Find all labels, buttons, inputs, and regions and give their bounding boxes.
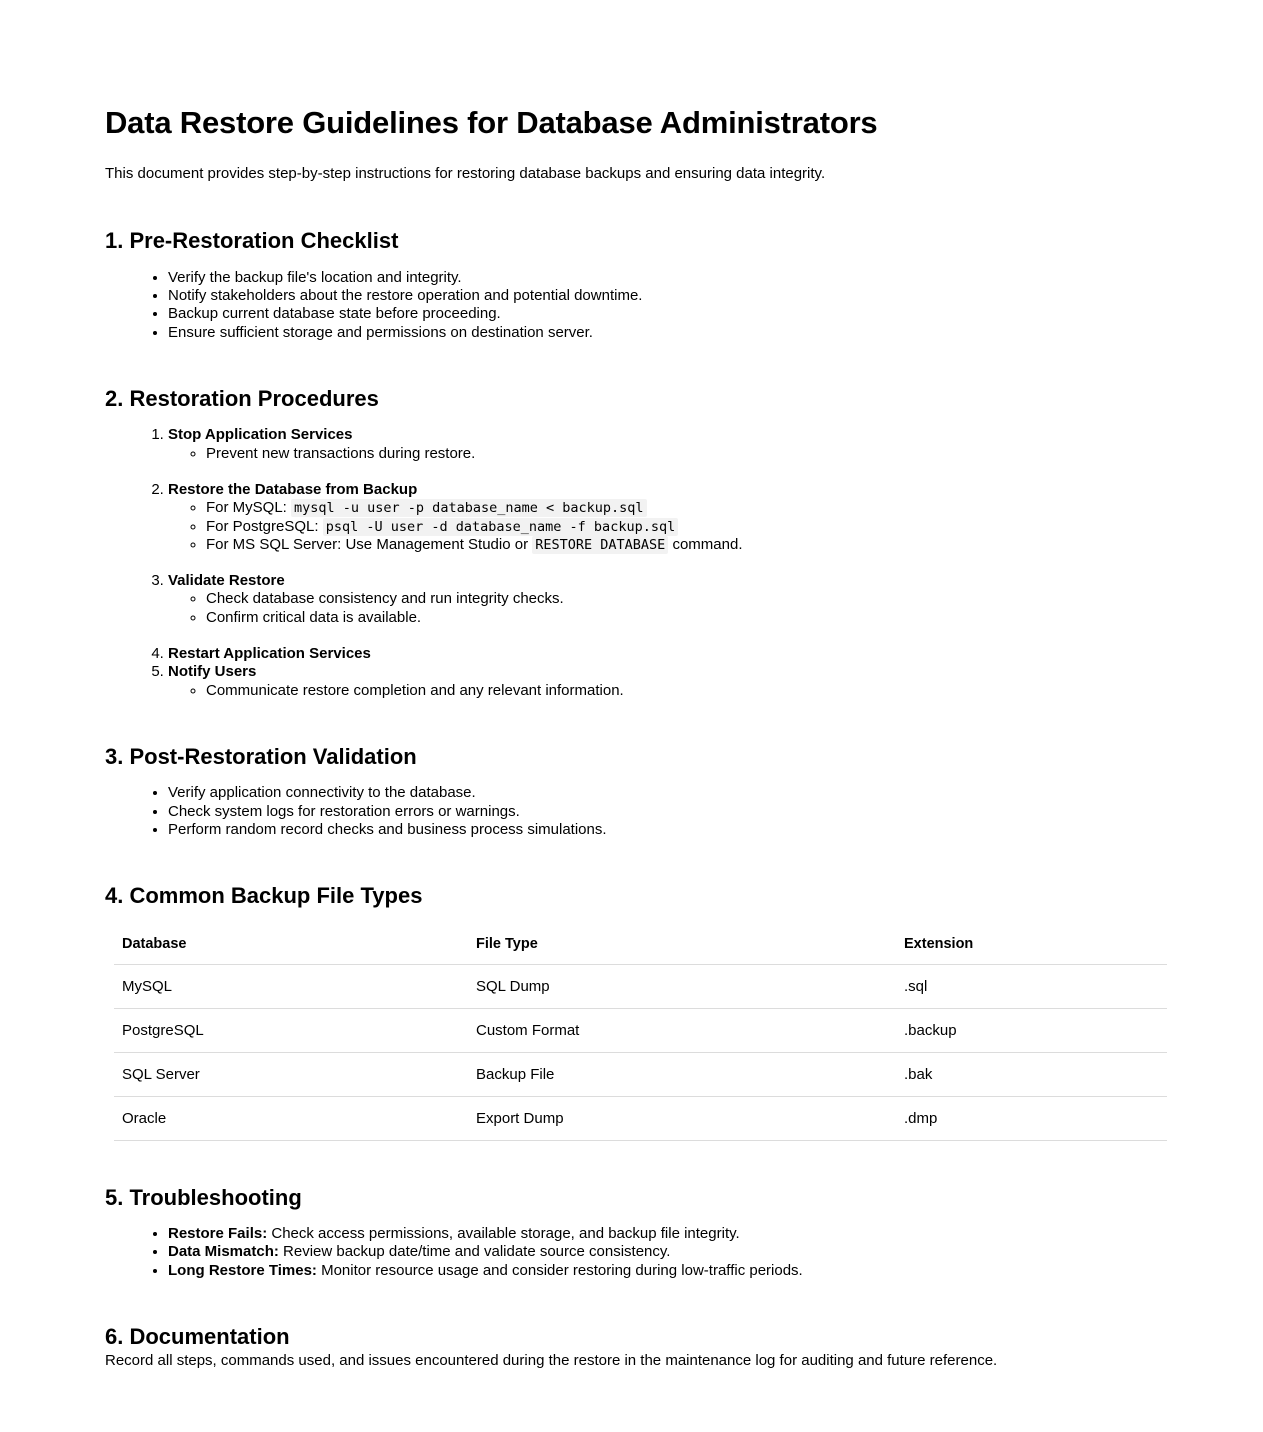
table-row xyxy=(114,1096,1167,1140)
cell-file-type: SQL Dump xyxy=(468,964,896,1008)
table-body xyxy=(114,964,1167,1140)
step-title: Validate Restore xyxy=(168,572,285,590)
code-snippet: RESTORE DATABASE xyxy=(532,536,668,554)
table-row xyxy=(114,1008,1167,1052)
substep-text-suffix: command. xyxy=(668,535,743,553)
substep-list xyxy=(168,590,1158,627)
step-title: Restore the Database from Backup xyxy=(168,480,418,498)
cell-database: Oracle xyxy=(114,1096,468,1140)
substep-item xyxy=(206,536,1158,554)
list-item: • Perform random record checks and business process simulations. xyxy=(168,821,1158,839)
step-title: Stop Application Services xyxy=(168,426,353,444)
document-intro: This document provides step-by-step instructions for restoring database backups and ensuring data integrity. xyxy=(105,164,826,182)
cell-database: SQL Server xyxy=(114,1052,468,1096)
procedure-step xyxy=(168,426,1158,463)
cell-extension: .sql xyxy=(896,964,1167,1008)
substep-item xyxy=(206,609,1158,627)
substep-list xyxy=(168,682,1158,700)
table-header-row xyxy=(114,930,1167,965)
troubleshooting-term: Restore Fails: xyxy=(168,1224,268,1242)
code-snippet: psql -U user -d database_name -f backup.sql xyxy=(323,518,679,536)
table-row xyxy=(114,1052,1167,1096)
procedure-step xyxy=(168,481,1158,554)
cell-file-type: Custom Format xyxy=(468,1008,896,1052)
list-item xyxy=(168,1243,1158,1261)
substep-item xyxy=(206,499,1158,517)
cell-extension: .dmp xyxy=(896,1096,1167,1140)
step-title: Restart Application Services xyxy=(168,645,371,663)
code-snippet: mysql -u user -p database_name < backup.sql xyxy=(291,499,647,517)
substep-item xyxy=(206,518,1158,536)
list-item: • Ensure sufficient storage and permissions on destination server. xyxy=(168,324,1158,342)
heading-common-backup-file-types: 4. Common Backup File Types xyxy=(105,883,423,909)
list-item: • Verify application connectivity to the database. xyxy=(168,784,1158,802)
cell-extension: .backup xyxy=(896,1008,1167,1052)
substep-text: Confirm critical data is available. xyxy=(206,608,422,626)
column-header-database: Database xyxy=(114,930,468,965)
troubleshooting-text: Check access permissions, available storage, and backup file integrity. xyxy=(267,1224,740,1242)
backup-file-types-table xyxy=(114,930,1167,1141)
troubleshooting-text: Review backup date/time and validate source consistency. xyxy=(278,1243,671,1261)
substep-text: Prevent new transactions during restore. xyxy=(206,444,476,462)
heading-post-restoration-validation: 3. Post-Restoration Validation xyxy=(105,743,417,769)
table-row xyxy=(114,964,1167,1008)
procedure-step xyxy=(168,572,1158,627)
cell-database: MySQL xyxy=(114,964,468,1008)
column-header-file-type: File Type xyxy=(468,930,896,965)
substep-text: For PostgreSQL: xyxy=(206,517,323,535)
post-restoration-list xyxy=(105,784,1158,839)
substep-list xyxy=(168,499,1158,554)
troubleshooting-list xyxy=(105,1225,1158,1280)
cell-file-type: Backup File xyxy=(468,1052,896,1096)
heading-restoration-procedures: 2. Restoration Procedures xyxy=(105,385,379,411)
list-item xyxy=(168,1262,1158,1280)
step-title: Notify Users xyxy=(168,663,257,681)
substep-text: For MySQL: xyxy=(206,499,292,517)
troubleshooting-term: Long Restore Times: xyxy=(168,1261,317,1279)
list-item: • Notify stakeholders about the restore operation and potential downtime. xyxy=(168,287,1158,305)
list-item: • Backup current database state before proceeding. xyxy=(168,305,1158,323)
substep-item xyxy=(206,445,1158,463)
list-item: • Check system logs for restoration errors or warnings. xyxy=(168,803,1158,821)
cell-extension: .bak xyxy=(896,1052,1167,1096)
list-item: • Verify the backup file's location and integrity. xyxy=(168,269,1158,287)
troubleshooting-text: Monitor resource usage and consider restoring during low-traffic periods. xyxy=(316,1261,803,1279)
substep-text: For MS SQL Server: Use Management Studio or xyxy=(206,535,533,553)
restoration-procedure-list xyxy=(105,426,1158,700)
heading-documentation: 6. Documentation xyxy=(105,1323,290,1349)
substep-list xyxy=(168,445,1158,463)
troubleshooting-term: Data Mismatch: xyxy=(168,1243,279,1261)
cell-database: PostgreSQL xyxy=(114,1008,468,1052)
substep-item xyxy=(206,590,1158,608)
procedure-step xyxy=(168,645,1158,663)
substep-text: Communicate restore completion and any relevant information. xyxy=(206,681,624,699)
cell-file-type: Export Dump xyxy=(468,1096,896,1140)
heading-pre-restoration-checklist: 1. Pre-Restoration Checklist xyxy=(105,228,399,254)
heading-troubleshooting: 5. Troubleshooting xyxy=(105,1184,302,1210)
procedure-step xyxy=(168,663,1158,700)
pre-restoration-checklist xyxy=(105,269,1158,342)
substep-item xyxy=(206,682,1158,700)
table-header xyxy=(114,930,1167,965)
page-title: Data Restore Guidelines for Database Administrators xyxy=(105,105,878,140)
documentation-text: Record all steps, commands used, and issues encountered during the restore in the maintenance log for auditing and future reference. xyxy=(105,1352,998,1370)
list-item xyxy=(168,1225,1158,1243)
column-header-extension: Extension xyxy=(896,930,1167,965)
substep-text: Check database consistency and run integrity checks. xyxy=(206,590,564,608)
